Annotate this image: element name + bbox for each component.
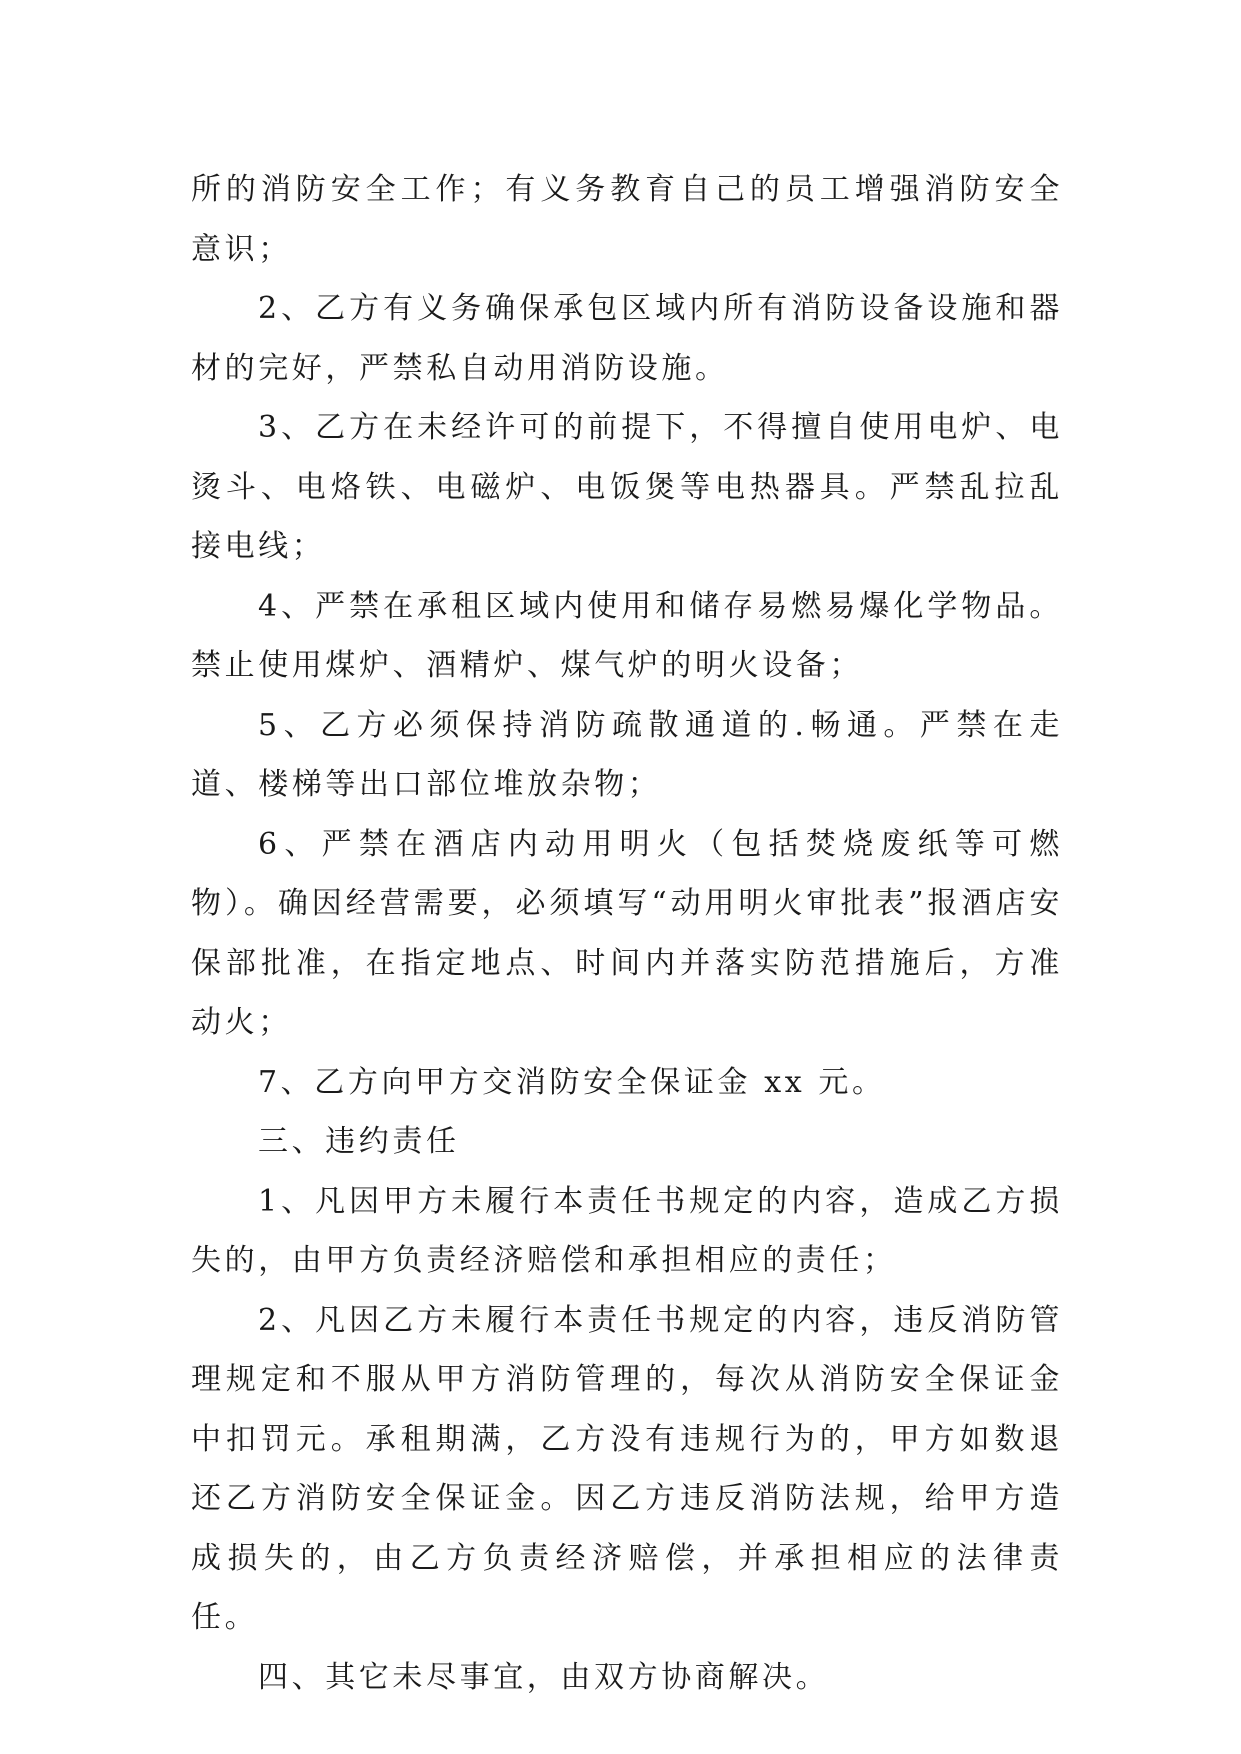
paragraph-clause-3: 3、乙方在未经许可的前提下，不得擅自使用电炉、电烫斗、电烙铁、电磁炉、电饭煲等电热器具。严禁乱拉乱接电线； xyxy=(191,410,1063,564)
paragraph-clause-6: 6、严禁在酒店内动用明火（包括焚烧废纸等可燃物）。确因经营需要，必须填写“动用明火审批表”报酒店安保部批准，在指定地点、时间内并落实防范措施后，方准动火； xyxy=(191,826,1063,1040)
section-heading-breach-liability: 三、违约责任 xyxy=(258,1124,460,1159)
paragraph-liability-2: 2、凡因乙方未履行本责任书规定的内容，违反消防管理规定和不服从甲方消防管理的，每次从消防安全保证金中扣罚元。承租期满，乙方没有违规行为的，甲方如数退还乙方消防安全保证金。因乙方违反消防法规，给甲方造成损失的，由乙方负责经济赔偿，并承担相应的法律责任。 xyxy=(191,1302,1063,1635)
document-body xyxy=(191,160,1063,1707)
paragraph-clause-5: 5、乙方必须保持消防疏散通道的.畅通。严禁在走道、楼梯等出口部位堆放杂物； xyxy=(191,707,1063,802)
paragraph-continuation: 所的消防安全工作；有义务教育自己的员工增强消防安全意识； xyxy=(191,172,1063,267)
paragraph-clause-4: 4、严禁在承租区域内使用和储存易燃易爆化学物品。禁止使用煤炉、酒精炉、煤气炉的明火设备； xyxy=(191,588,1063,683)
paragraph-clause-2: 2、乙方有义务确保承包区域内所有消防设备设施和器材的完好，严禁私自动用消防设施。 xyxy=(191,291,1063,386)
paragraph-liability-1: 1、凡因甲方未履行本责任书规定的内容，造成乙方损失的，由甲方负责经济赔偿和承担相应的责任； xyxy=(191,1183,1063,1278)
paragraph-clause-7: 7、乙方向甲方交消防安全保证金 xx 元。 xyxy=(258,1064,886,1100)
section-heading-other-matters: 四、其它未尽事宜，由双方协商解决。 xyxy=(258,1659,830,1695)
